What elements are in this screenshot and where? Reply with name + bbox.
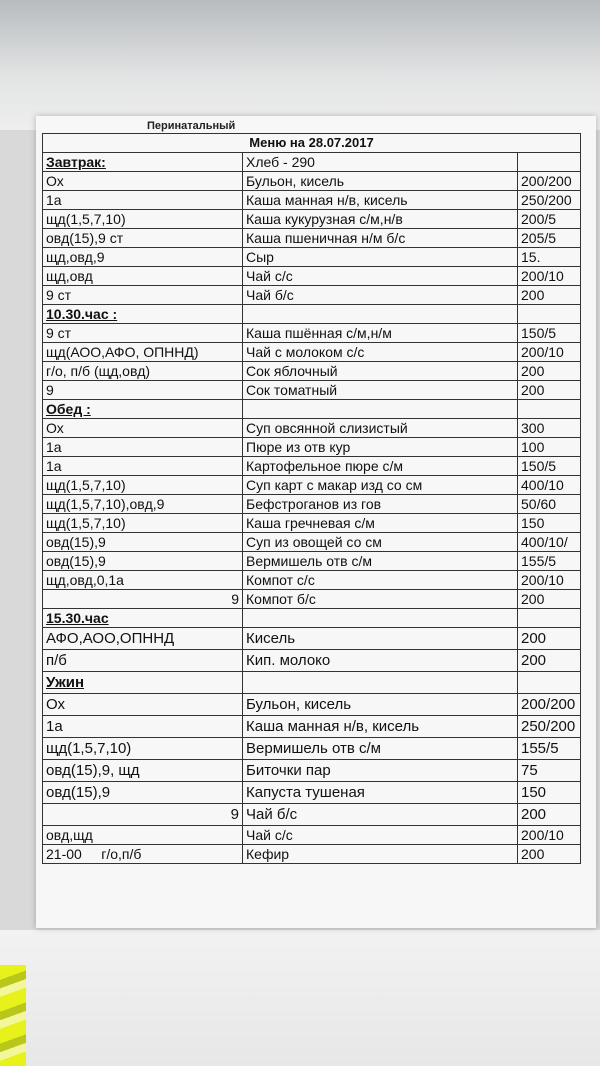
table-row: 9 ст Чай б/с 200 xyxy=(43,286,581,305)
bread-cell: Хлеб - 290 xyxy=(243,153,518,172)
section-row xyxy=(43,400,581,419)
table-row: 9 Сок томатный 200 xyxy=(43,381,581,400)
table-row: 21-00 г/о,п/б Кефир 200 xyxy=(43,845,581,864)
section-dinner: Ужин xyxy=(43,672,243,694)
table-row: 9 ст Каша пшённая с/м,н/м 150/5 xyxy=(43,324,581,343)
section-row xyxy=(43,672,581,694)
table-row: овд(15),9 Вермишель отв с/м 155/5 xyxy=(43,552,581,571)
hospital-name: Перинатальный xyxy=(147,120,236,132)
table-row: щд,овд Чай с/с 200/10 xyxy=(43,267,581,286)
section-row xyxy=(43,609,581,628)
table-row: 1а Каша манная н/в, кисель 250/200 xyxy=(43,191,581,210)
menu-table xyxy=(42,133,581,864)
section-row xyxy=(43,305,581,324)
section-breakfast: Завтрак: xyxy=(43,153,243,172)
background-top xyxy=(0,0,600,130)
menu-title: Меню на 28.07.2017 xyxy=(43,134,581,153)
title-row xyxy=(43,134,581,153)
section-lunch: Обед : xyxy=(43,400,243,419)
table-row: щд,овд,0,1а Компот с/с 200/10 xyxy=(43,571,581,590)
table-row: АФО,АОО,ОПННД Кисель 200 xyxy=(43,628,581,650)
table-row: 1а Картофельное пюре с/м 150/5 xyxy=(43,457,581,476)
table-row: 9 Чай б/с 200 xyxy=(43,804,581,826)
background-bottom xyxy=(0,930,600,1066)
table-row: овд(15),9 ст Каша пшеничная н/м б/с 205/5 xyxy=(43,229,581,248)
table-row: г/о, п/б (щд,овд) Сок яблочный 200 xyxy=(43,362,581,381)
table-row: щд(1,5,7,10) Вермишель отв с/м 155/5 xyxy=(43,738,581,760)
section-row xyxy=(43,153,581,172)
background-object xyxy=(0,965,26,1066)
table-row: 9 Компот б/с 200 xyxy=(43,590,581,609)
table-row: Ох Суп овсянной слизистый 300 xyxy=(43,419,581,438)
table-row: Ох Бульон, кисель 200/200 xyxy=(43,172,581,191)
table-row: щд(1,5,7,10) Каша кукурузная с/м,н/в 200/5 xyxy=(43,210,581,229)
table-row: щд(1,5,7,10),овд,9 Бефстроганов из гов 50/60 xyxy=(43,495,581,514)
table-row: щд(1,5,7,10) Суп карт с макар изд со см 400/10 xyxy=(43,476,581,495)
table-row: щд,овд,9 Сыр 15. xyxy=(43,248,581,267)
table-row: овд(15),9 Капуста тушеная 150 xyxy=(43,782,581,804)
table-row: Ох Бульон, кисель 200/200 xyxy=(43,694,581,716)
section-snack-1030: 10.30.час : xyxy=(43,305,243,324)
table-row: овд(15),9 Суп из овощей со см 400/10/ xyxy=(43,533,581,552)
table-row: щд(1,5,7,10) Каша гречневая с/м 150 xyxy=(43,514,581,533)
table-row: щд(АОО,АФО, ОПННД) Чай с молоком с/с 200/10 xyxy=(43,343,581,362)
table-row: п/б Кип. молоко 200 xyxy=(43,650,581,672)
table-row: овд(15),9, щд Биточки пар 75 xyxy=(43,760,581,782)
table-row: 1а Каша манная н/в, кисель 250/200 xyxy=(43,716,581,738)
table-row: овд,щд Чай с/с 200/10 xyxy=(43,826,581,845)
table-row: 1а Пюре из отв кур 100 xyxy=(43,438,581,457)
section-snack-1530: 15.30.час xyxy=(43,609,243,628)
